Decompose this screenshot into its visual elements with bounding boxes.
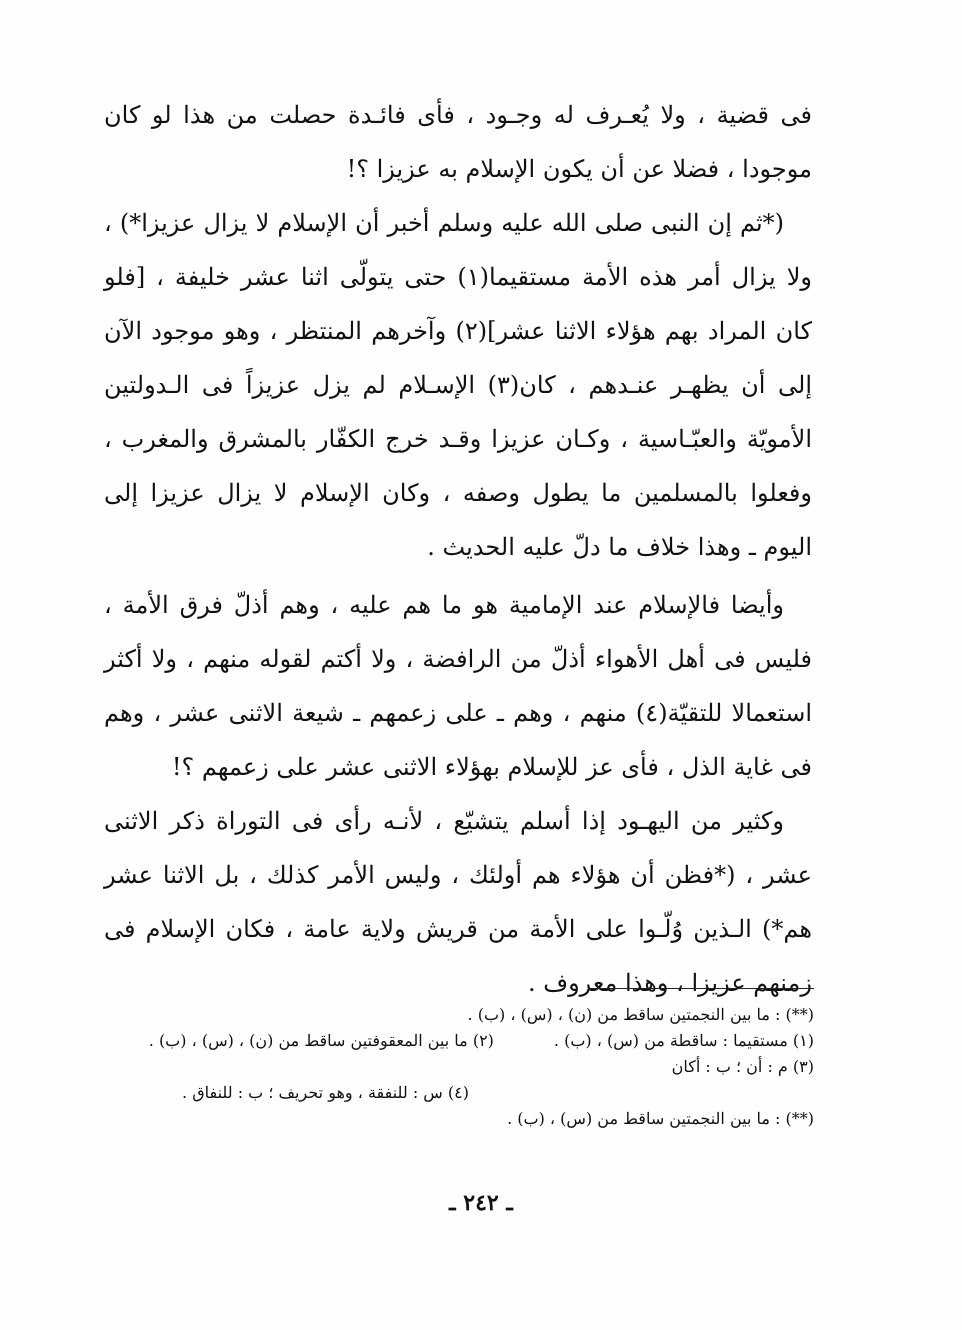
paragraph-1: فى قضية ، ولا يُعـرف له وجـود ، فأى فائـدة حصلت من هذا لو كان موجودا ، فضلا عن أن يكون الإسلام به عزيزا ؟! <box>104 101 812 183</box>
footnote-stars-2: (**) : ما بين النجمتين ساقط من (س) ، (ب) . <box>507 1109 814 1128</box>
footnotes <box>104 1002 814 1132</box>
footnote-line <box>104 1106 814 1132</box>
footnote-line <box>104 1002 814 1028</box>
footnote-line <box>104 1054 814 1080</box>
footnote-3: (٣) م : أن ؛ ب : أكان <box>671 1057 814 1076</box>
footnote-2: (٢) ما بين المعقوفتين ساقط من (ن) ، (س) ، (ب) . <box>148 1031 494 1050</box>
footnote-1: (١) مستقيما : ساقطة من (س) ، (ب) . <box>553 1031 814 1050</box>
paragraph-2: (*ثم إن النبى صلى الله عليه وسلم أخبر أن الإسلام لا يزال عزيزا*) ، ولا يزال أمر هذه الأمة مستقيما(١) حتى يتولّى اثنا عشر خليفة ، [فلو كان المراد بهم هؤلاء الاثنا عشر](٢) وآخرهم المنتظر ، وهو موجود الآن إلى أن يظهـر عنـدهم ، كان(٣) الإسـلام لم يزل عزيزاً فى الـدولتين الأمويّة والعبّـاسية ، وكـان عزيزا وقـد خرج الكفّار بالمشرق والمغرب ، وفعلوا بالمسلمين ما يطول وصفه ، وكان الإسلام لا يزال عزيزا إلى اليوم ـ وهذا خلاف ما دلّ عليه الحديث . <box>104 209 813 561</box>
page-number: ـ ٢٤٢ ـ <box>449 1190 513 1216</box>
main-text <box>104 88 812 1010</box>
footnote-4: (٤) س : للنفقة ، وهو تحريف ؛ ب : للنفاق . <box>182 1083 469 1102</box>
footnote-stars-1: (**) : ما بين النجمتين ساقط من (ن) ، (س) ، (ب) . <box>467 1005 814 1024</box>
paragraph-4: وكثير من اليهـود إذا أسلم يتشيّع ، لأنـه رأى فى التوراة ذكر الاثنى عشر ، (*فظن أن هؤلاء هم أولئك ، وليس الأمر كذلك ، بل الاثنا عشر هم*) الـذين وُلّـوا على الأمة من قريش ولاية عامة ، فكان الإسلام فى زمنهم عزيزا ، وهذا معروف . <box>104 807 812 997</box>
footnote-divider <box>588 988 814 989</box>
footnote-line <box>104 1028 814 1054</box>
footnote-line <box>104 1080 814 1106</box>
paragraph-3: وأيضا فالإسلام عند الإمامية هو ما هم عليه ، وهم أذلّ فرق الأمة ، فليس فى أهل الأهواء أذلّ من الرافضة ، ولا أكتم لقوله منهم ، ولا أكثر استعمالا للتقيّة(٤) منهم ، وهم ـ على زعمهم ـ شيعة الاثنى عشر ، وهم فى غاية الذل ، فأى عز للإسلام بهؤلاء الاثنى عشر على زعمهم ؟! <box>104 591 812 781</box>
